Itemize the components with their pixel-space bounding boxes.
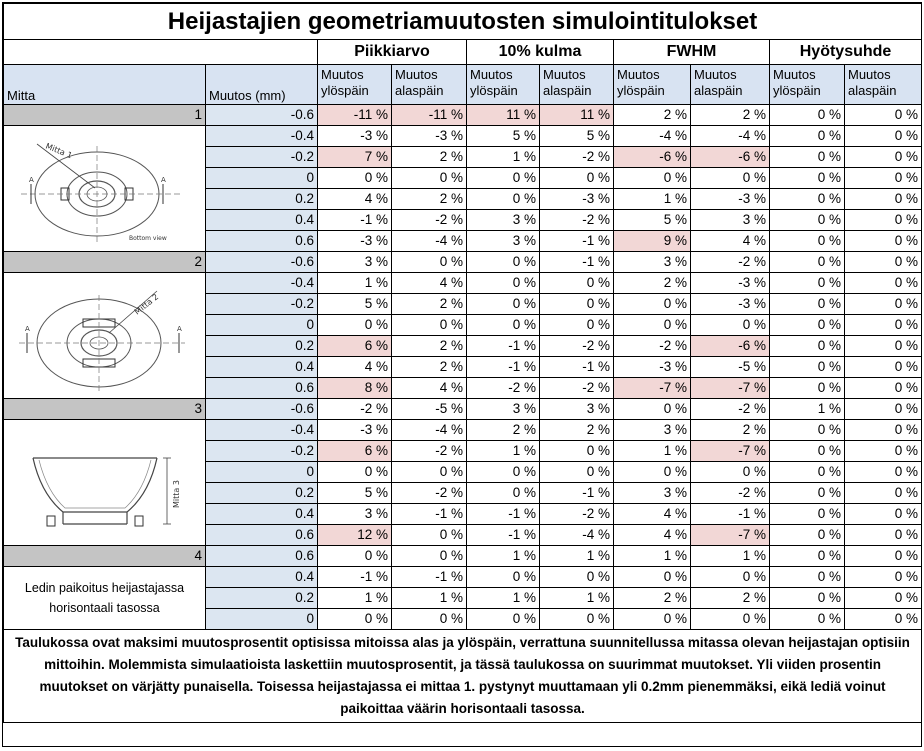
value-cell: 0 % (540, 273, 614, 294)
value-cell: 2 % (614, 105, 691, 126)
value-cell: 0 % (691, 462, 770, 483)
value-cell: 3 % (467, 231, 540, 252)
value-cell: 0 % (770, 105, 845, 126)
value-cell: 4 % (614, 504, 691, 525)
col-header-mitta: Mitta (4, 65, 206, 105)
value-cell: 1 % (770, 399, 845, 420)
value-cell: 2 % (392, 357, 467, 378)
value-cell: 0 % (845, 210, 922, 231)
value-cell: 1 % (540, 546, 614, 567)
value-cell: 0 % (845, 525, 922, 546)
value-cell: 0 % (845, 504, 922, 525)
value-cell: 2 % (691, 420, 770, 441)
col-header-up: Muutos ylöspäin (770, 65, 845, 105)
value-cell: 0 % (540, 315, 614, 336)
change-mm-cell: 0.6 (206, 231, 318, 252)
value-cell: 5 % (540, 126, 614, 147)
value-cell: 0 % (770, 147, 845, 168)
value-cell: -2 % (318, 399, 392, 420)
value-cell: -6 % (614, 147, 691, 168)
value-cell: 3 % (467, 399, 540, 420)
value-cell: 0 % (614, 315, 691, 336)
value-cell: 0 % (392, 546, 467, 567)
group-header-hyotysuhde: Hyötysuhde (770, 40, 922, 65)
value-cell: 0 % (392, 315, 467, 336)
value-cell: 0 % (845, 483, 922, 504)
value-cell: -3 % (691, 273, 770, 294)
led-placement-note: Ledin paikoitus heijastajassa horisontaali tasossa (4, 567, 206, 630)
value-cell: 0 % (467, 315, 540, 336)
value-cell: 0 % (770, 546, 845, 567)
value-cell: 0 % (392, 168, 467, 189)
value-cell: 0 % (845, 462, 922, 483)
value-cell: 4 % (392, 273, 467, 294)
col-header-down: Muutos alaspäin (540, 65, 614, 105)
value-cell: 0 % (467, 294, 540, 315)
value-cell: -4 % (392, 420, 467, 441)
value-cell: 0 % (770, 504, 845, 525)
value-cell: 1 % (540, 588, 614, 609)
svg-text:A: A (160, 175, 166, 184)
value-cell: 0 % (691, 168, 770, 189)
value-cell: -2 % (540, 504, 614, 525)
value-cell: -2 % (392, 210, 467, 231)
svg-text:A: A (176, 324, 182, 333)
change-mm-cell: 0.6 (206, 378, 318, 399)
value-cell: 0 % (467, 273, 540, 294)
spreadsheet (2, 2, 922, 747)
value-cell: 0 % (770, 252, 845, 273)
change-mm-cell: -0.2 (206, 147, 318, 168)
value-cell: 0 % (845, 231, 922, 252)
value-cell: 3 % (691, 210, 770, 231)
figure-label: Mitta 3 (171, 479, 181, 508)
section-number: 2 (4, 252, 206, 273)
value-cell: 2 % (614, 273, 691, 294)
change-mm-cell: -0.6 (206, 252, 318, 273)
figure-label: Mitta 2 (132, 291, 160, 317)
value-cell: 0 % (770, 126, 845, 147)
value-cell: 1 % (318, 273, 392, 294)
svg-text:A: A (24, 324, 30, 333)
value-cell: -2 % (540, 210, 614, 231)
value-cell: 0 % (770, 441, 845, 462)
figure-label: Mitta 1 (43, 141, 74, 160)
value-cell: -6 % (691, 147, 770, 168)
value-cell: 0 % (845, 357, 922, 378)
value-cell: -11 % (392, 105, 467, 126)
value-cell: 1 % (467, 441, 540, 462)
change-mm-cell: -0.4 (206, 126, 318, 147)
value-cell: 0 % (691, 609, 770, 630)
reflector-bottom-view-drawing (7, 130, 203, 248)
table-row (4, 399, 922, 420)
value-cell: -3 % (318, 126, 392, 147)
value-cell: -2 % (691, 399, 770, 420)
value-cell: 1 % (467, 546, 540, 567)
value-cell: -5 % (392, 399, 467, 420)
value-cell: 0 % (770, 609, 845, 630)
change-mm-cell: -0.4 (206, 420, 318, 441)
table-row (4, 420, 922, 441)
value-cell: -7 % (691, 525, 770, 546)
value-cell: 0 % (845, 567, 922, 588)
section-figure (4, 273, 206, 399)
value-cell: -2 % (614, 336, 691, 357)
change-mm-cell: 0.2 (206, 189, 318, 210)
change-mm-cell: 0.4 (206, 210, 318, 231)
value-cell: 0 % (467, 609, 540, 630)
value-cell: 0 % (318, 168, 392, 189)
value-cell: -1 % (467, 525, 540, 546)
table-row (4, 126, 922, 147)
value-cell: -4 % (540, 525, 614, 546)
value-cell: 0 % (467, 252, 540, 273)
value-cell: 0 % (770, 378, 845, 399)
value-cell: -2 % (392, 483, 467, 504)
value-cell: 0 % (845, 105, 922, 126)
value-cell: 0 % (845, 399, 922, 420)
value-cell: 0 % (770, 420, 845, 441)
change-mm-cell: -0.6 (206, 399, 318, 420)
value-cell: -7 % (614, 378, 691, 399)
value-cell: 0 % (614, 399, 691, 420)
value-cell: 1 % (614, 546, 691, 567)
group-header-piikkiarvo: Piikkiarvo (318, 40, 467, 65)
table-row (4, 273, 922, 294)
change-mm-cell: -0.2 (206, 441, 318, 462)
value-cell: 1 % (392, 588, 467, 609)
section-figure (4, 126, 206, 252)
value-cell: 7 % (318, 147, 392, 168)
value-cell: 0 % (845, 315, 922, 336)
value-cell: 4 % (691, 231, 770, 252)
value-cell: 3 % (318, 504, 392, 525)
value-cell: 0 % (770, 525, 845, 546)
value-cell: 1 % (614, 189, 691, 210)
value-cell: -3 % (392, 126, 467, 147)
table-title: Heijastajien geometriamuutosten simulointitulokset (4, 4, 922, 40)
value-cell: 0 % (770, 357, 845, 378)
figure-caption: Bottom view (128, 234, 167, 242)
group-header-fwhm: FWHM (614, 40, 770, 65)
value-cell: 0 % (540, 462, 614, 483)
value-cell: 0 % (845, 336, 922, 357)
table-row (4, 546, 922, 567)
reflector-top-view-drawing (7, 277, 203, 395)
value-cell: 0 % (691, 315, 770, 336)
value-cell: -3 % (691, 294, 770, 315)
change-mm-cell: 0 (206, 315, 318, 336)
value-cell: -1 % (392, 567, 467, 588)
value-cell: 4 % (318, 189, 392, 210)
value-cell: 3 % (614, 420, 691, 441)
value-cell: 0 % (770, 231, 845, 252)
value-cell: -2 % (467, 378, 540, 399)
value-cell: 1 % (467, 588, 540, 609)
value-cell: -4 % (614, 126, 691, 147)
value-cell: 0 % (540, 441, 614, 462)
change-mm-cell: 0.4 (206, 357, 318, 378)
value-cell: 0 % (770, 336, 845, 357)
value-cell: 2 % (614, 588, 691, 609)
change-mm-cell: 0 (206, 609, 318, 630)
value-cell: -2 % (691, 483, 770, 504)
change-mm-cell: 0 (206, 168, 318, 189)
value-cell: 1 % (614, 441, 691, 462)
change-mm-cell: 0.6 (206, 525, 318, 546)
value-cell: 2 % (467, 420, 540, 441)
change-mm-cell: 0 (206, 462, 318, 483)
value-cell: -6 % (691, 336, 770, 357)
value-cell: -2 % (691, 252, 770, 273)
value-cell: 0 % (770, 567, 845, 588)
value-cell: -2 % (540, 147, 614, 168)
value-cell: 0 % (318, 315, 392, 336)
table-row (4, 105, 922, 126)
col-header-up: Muutos ylöspäin (614, 65, 691, 105)
value-cell: -4 % (691, 126, 770, 147)
value-cell: 0 % (467, 462, 540, 483)
col-header-up: Muutos ylöspäin (467, 65, 540, 105)
value-cell: -4 % (392, 231, 467, 252)
value-cell: -1 % (392, 504, 467, 525)
value-cell: 0 % (318, 462, 392, 483)
value-cell: 6 % (318, 441, 392, 462)
change-mm-cell: -0.2 (206, 294, 318, 315)
value-cell: 6 % (318, 336, 392, 357)
value-cell: 0 % (845, 420, 922, 441)
value-cell: 0 % (845, 273, 922, 294)
value-cell: 0 % (845, 168, 922, 189)
value-cell: -1 % (318, 567, 392, 588)
value-cell: 4 % (392, 378, 467, 399)
value-cell: 2 % (392, 147, 467, 168)
value-cell: 2 % (691, 105, 770, 126)
value-cell: -3 % (318, 420, 392, 441)
change-mm-cell: 0.4 (206, 504, 318, 525)
value-cell: 4 % (614, 525, 691, 546)
svg-text:A: A (28, 175, 34, 184)
results-table (3, 3, 922, 723)
footer-note: Taulukossa ovat maksimi muutosprosentit optisissa mitoissa alas ja ylöspäin, verrattuna suunnitellussa mitassa olevan heijastajan optisiin mittoihin. Molemmista simulaatioista laskettiin muutosprosentit, ja tässä taulukossa on suurimmat muutokset. Yli viiden prosentin muutokset on värjätty punaisella. Toisessa heijastajassa ei mittaa 1. pystynyt muuttamaan yli 0.2mm pienemmäksi, eikä lediä voinut paikoittaa väärin horisontaali tasossa. (4, 630, 922, 723)
value-cell: 5 % (318, 483, 392, 504)
value-cell: 0 % (770, 189, 845, 210)
value-cell: -1 % (467, 504, 540, 525)
value-cell: 11 % (467, 105, 540, 126)
value-cell: 0 % (770, 462, 845, 483)
value-cell: 0 % (691, 567, 770, 588)
reflector-side-view-drawing (7, 424, 203, 542)
value-cell: 1 % (467, 147, 540, 168)
value-cell: -1 % (540, 252, 614, 273)
value-cell: 0 % (770, 168, 845, 189)
value-cell: 4 % (318, 357, 392, 378)
value-cell: 12 % (318, 525, 392, 546)
value-cell: 0 % (770, 273, 845, 294)
value-cell: 0 % (845, 252, 922, 273)
value-cell: -1 % (691, 504, 770, 525)
value-cell: 0 % (467, 483, 540, 504)
value-cell: 3 % (318, 252, 392, 273)
value-cell: 0 % (845, 294, 922, 315)
table-row (4, 567, 922, 588)
value-cell: 5 % (467, 126, 540, 147)
value-cell: 5 % (318, 294, 392, 315)
value-cell: 2 % (691, 588, 770, 609)
value-cell: -1 % (540, 357, 614, 378)
value-cell: 9 % (614, 231, 691, 252)
value-cell: 1 % (318, 588, 392, 609)
value-cell: 0 % (845, 441, 922, 462)
value-cell: -11 % (318, 105, 392, 126)
col-header-up: Muutos ylöspäin (318, 65, 392, 105)
value-cell: -3 % (614, 357, 691, 378)
col-header-down: Muutos alaspäin (392, 65, 467, 105)
value-cell: 0 % (770, 483, 845, 504)
value-cell: -1 % (467, 357, 540, 378)
col-header-muutos: Muutos (mm) (206, 65, 318, 105)
col-header-down: Muutos alaspäin (691, 65, 770, 105)
value-cell: 0 % (318, 546, 392, 567)
change-mm-cell: 0.4 (206, 567, 318, 588)
value-cell: 0 % (318, 609, 392, 630)
value-cell: 0 % (467, 567, 540, 588)
value-cell: 0 % (392, 462, 467, 483)
value-cell: 0 % (614, 462, 691, 483)
section-number: 3 (4, 399, 206, 420)
value-cell: 0 % (770, 588, 845, 609)
section-number: 4 (4, 546, 206, 567)
value-cell: 8 % (318, 378, 392, 399)
value-cell: 0 % (845, 609, 922, 630)
value-cell: 0 % (392, 252, 467, 273)
value-cell: 2 % (392, 294, 467, 315)
value-cell: -1 % (540, 231, 614, 252)
value-cell: 0 % (467, 189, 540, 210)
value-cell: 0 % (614, 567, 691, 588)
value-cell: 0 % (540, 567, 614, 588)
value-cell: 0 % (392, 609, 467, 630)
value-cell: 3 % (614, 483, 691, 504)
value-cell: 0 % (540, 168, 614, 189)
change-mm-cell: 0.2 (206, 483, 318, 504)
value-cell: -5 % (691, 357, 770, 378)
value-cell: 0 % (770, 315, 845, 336)
value-cell: 0 % (467, 168, 540, 189)
value-cell: 1 % (691, 546, 770, 567)
value-cell: -3 % (318, 231, 392, 252)
value-cell: 0 % (614, 609, 691, 630)
value-cell: 3 % (540, 399, 614, 420)
change-mm-cell: 0.2 (206, 336, 318, 357)
value-cell: -1 % (467, 336, 540, 357)
value-cell: 11 % (540, 105, 614, 126)
value-cell: 0 % (845, 546, 922, 567)
value-cell: 0 % (845, 189, 922, 210)
value-cell: -1 % (318, 210, 392, 231)
section-number: 1 (4, 105, 206, 126)
group-header-blank (4, 40, 318, 65)
value-cell: -7 % (691, 378, 770, 399)
change-mm-cell: -0.6 (206, 105, 318, 126)
value-cell: 2 % (540, 420, 614, 441)
value-cell: 0 % (845, 378, 922, 399)
table-row (4, 252, 922, 273)
change-mm-cell: 0.2 (206, 588, 318, 609)
section-figure (4, 420, 206, 546)
value-cell: 0 % (845, 126, 922, 147)
value-cell: 5 % (614, 210, 691, 231)
value-cell: -1 % (540, 483, 614, 504)
value-cell: 0 % (540, 609, 614, 630)
value-cell: 0 % (770, 210, 845, 231)
value-cell: -2 % (540, 378, 614, 399)
value-cell: 0 % (770, 294, 845, 315)
value-cell: -3 % (540, 189, 614, 210)
change-mm-cell: -0.4 (206, 273, 318, 294)
value-cell: 3 % (614, 252, 691, 273)
value-cell: -3 % (691, 189, 770, 210)
value-cell: 2 % (392, 336, 467, 357)
col-header-down: Muutos alaspäin (845, 65, 922, 105)
value-cell: 0 % (614, 294, 691, 315)
value-cell: 0 % (845, 147, 922, 168)
value-cell: 0 % (392, 525, 467, 546)
value-cell: -2 % (392, 441, 467, 462)
value-cell: 0 % (540, 294, 614, 315)
value-cell: -7 % (691, 441, 770, 462)
value-cell: 0 % (614, 168, 691, 189)
group-header-10-kulma: 10% kulma (467, 40, 614, 65)
change-mm-cell: 0.6 (206, 546, 318, 567)
value-cell: 2 % (392, 189, 467, 210)
value-cell: 0 % (845, 588, 922, 609)
value-cell: -2 % (540, 336, 614, 357)
value-cell: 3 % (467, 210, 540, 231)
